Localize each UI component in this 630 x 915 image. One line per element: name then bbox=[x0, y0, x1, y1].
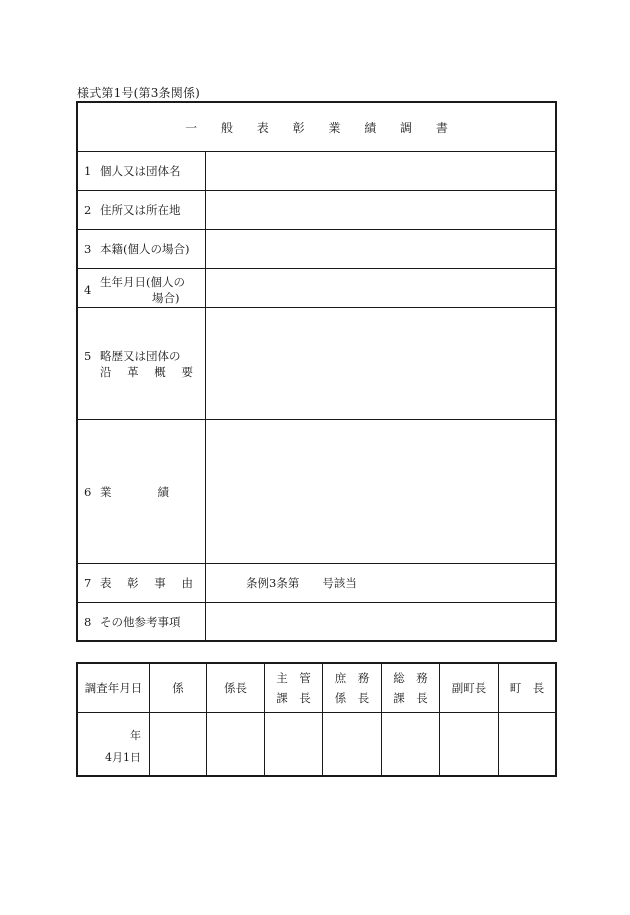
header-general-affairs-section-head: 総 務 課 長 bbox=[382, 664, 439, 713]
row-address-label: 2 住所又は所在地 bbox=[78, 191, 206, 229]
achievement-record-form bbox=[76, 101, 557, 642]
row-name-field[interactable] bbox=[206, 152, 555, 190]
col-deputy-mayor bbox=[440, 664, 499, 775]
stamp-cell-managing-section-head[interactable] bbox=[265, 713, 322, 775]
col-managing-section-head bbox=[265, 664, 323, 775]
stamp-cell-general-affairs-section-head[interactable] bbox=[382, 713, 439, 775]
stamp-cell-chief[interactable] bbox=[207, 713, 264, 775]
header-chief: 係長 bbox=[207, 664, 264, 713]
header-general-affairs-chief: 庶 務 係 長 bbox=[323, 664, 381, 713]
approval-stamp-table bbox=[76, 662, 557, 777]
survey-date-cell[interactable] bbox=[78, 713, 149, 775]
col-mayor bbox=[499, 664, 555, 775]
row-domicile bbox=[78, 230, 555, 269]
stamp-cell-general-affairs-chief[interactable] bbox=[323, 713, 381, 775]
row-achievements-label: 6 業 績 bbox=[78, 420, 206, 563]
form-number-caption: 様式第1号(第3条関係) bbox=[77, 86, 201, 100]
row-name-label: 1 個人又は団体名 bbox=[78, 152, 206, 190]
row-other-notes bbox=[78, 603, 555, 640]
stamp-cell-deputy-mayor[interactable] bbox=[440, 713, 498, 775]
col-chief bbox=[207, 664, 265, 775]
row-reason-field[interactable]: 条例3条第 号該当 bbox=[246, 576, 357, 590]
row-domicile-label: 3 本籍(個人の場合) bbox=[78, 230, 206, 268]
row-history-field[interactable] bbox=[206, 308, 555, 419]
row-achievements-field[interactable] bbox=[206, 420, 555, 563]
header-staff: 係 bbox=[150, 664, 206, 713]
col-general-affairs-section-head bbox=[382, 664, 440, 775]
row-reason bbox=[78, 564, 555, 603]
row-achievements bbox=[78, 420, 555, 564]
header-managing-section-head: 主 管 課 長 bbox=[265, 664, 322, 713]
header-deputy-mayor: 副町長 bbox=[440, 664, 498, 713]
col-general-affairs-chief bbox=[323, 664, 382, 775]
survey-date-monthday: 4月1日 bbox=[105, 751, 141, 764]
row-history-label: 5 略歴又は団体の 沿 革 概 要 bbox=[78, 308, 206, 419]
stamp-cell-mayor[interactable] bbox=[499, 713, 555, 775]
row-birthdate-label: 4 生年月日(個人の 場合) bbox=[78, 269, 206, 307]
row-address-field[interactable] bbox=[206, 191, 555, 229]
row-reason-label: 7 表 彰 事 由 bbox=[78, 564, 206, 602]
col-survey-date bbox=[78, 664, 150, 775]
row-other-notes-label: 8 その他参考事項 bbox=[78, 603, 206, 640]
row-birthdate bbox=[78, 269, 555, 308]
row-domicile-field[interactable] bbox=[206, 230, 555, 268]
form-title: 一 般 表 彰 業 績 調 書 bbox=[78, 103, 555, 152]
header-survey-date: 調査年月日 bbox=[78, 664, 149, 713]
row-name bbox=[78, 152, 555, 191]
row-other-notes-field[interactable] bbox=[206, 603, 555, 640]
stamp-cell-staff[interactable] bbox=[150, 713, 206, 775]
row-birthdate-field[interactable] bbox=[206, 269, 555, 307]
header-mayor: 町 長 bbox=[499, 664, 555, 713]
col-staff bbox=[150, 664, 207, 775]
row-history bbox=[78, 308, 555, 420]
survey-date-year: 年 bbox=[130, 729, 141, 742]
row-address bbox=[78, 191, 555, 230]
